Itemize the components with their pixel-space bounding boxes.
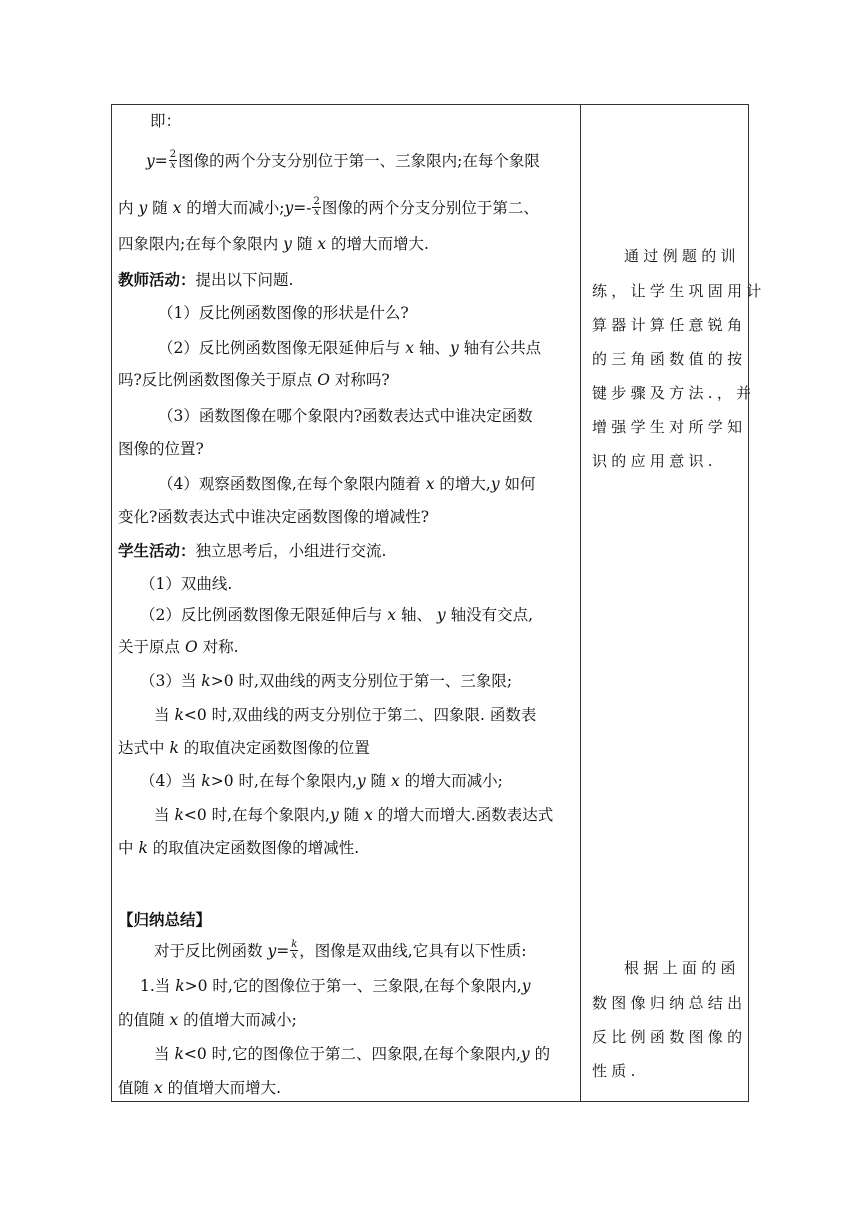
question-1: （1）反比例函数图像的形状是什么? bbox=[158, 304, 409, 322]
fraction-k-over-x: $\frac{k}{x}$ bbox=[291, 938, 298, 961]
side-note1-line: 增强学生对所学知 bbox=[592, 418, 747, 436]
intro-text: 即： bbox=[150, 112, 182, 130]
question-2-line2: 吗?反比例函数图像关于原点 O 对称吗? bbox=[118, 371, 390, 389]
side-note1-line: 通过例题的训 bbox=[624, 247, 740, 265]
side-note1-line: 算器计算任意锐角 bbox=[592, 316, 747, 334]
summary-line1: 1.当 k>0 时,它的图像位于第一、三象限,在每个象限内,y bbox=[140, 977, 531, 995]
answer-2-line1: （2）反比例函数图像无限延伸后与 x 轴、 y 轴没有交点, bbox=[140, 606, 534, 624]
answer-2-line2: 关于原点 O 对称. bbox=[118, 638, 239, 656]
summary-line0: 对于反比例函数 y= $\frac{k}{x}$ ，图像是双曲线,它具有以下性质: bbox=[154, 938, 527, 961]
answer-4-line1: （4）当 k>0 时,在每个象限内,y 随 x 的增大而减小; bbox=[140, 772, 503, 790]
side-note2-line: 反比例函数图像的 bbox=[592, 1028, 747, 1046]
answer-3-line1: （3）当 k>0 时,双曲线的两支分别位于第一、三象限; bbox=[140, 672, 513, 690]
side-note2-line: 性质. bbox=[592, 1062, 640, 1080]
sentence1-line1: y= $\frac{2}{x}$ 图像的两个分支分别位于第一、三象限内;在每个象限 bbox=[146, 148, 540, 171]
answer-4-line2: 当 k<0 时,在每个象限内,y 随 x 的增大而增大.函数表达式 bbox=[154, 806, 554, 824]
summary-line2: 的值随 x 的值增大而减小; bbox=[118, 1011, 297, 1029]
sentence1-line3: 四象限内;在每个象限内 y 随 x 的增大而增大. bbox=[118, 235, 429, 253]
question-2-line1: （2）反比例函数图像无限延伸后与 x 轴、y 轴有公共点 bbox=[158, 339, 542, 357]
question-4-line2: 变化?函数表达式中谁决定函数图像的增减性? bbox=[118, 508, 430, 526]
question-4-line1: （4）观察函数图像,在每个象限内随着 x 的增大,y 如何 bbox=[158, 475, 536, 493]
fraction-2-over-x: $\frac{2}{x}$ bbox=[169, 148, 177, 171]
question-3-line2: 图像的位置? bbox=[118, 440, 204, 458]
fraction-2-over-x-neg: $\frac{2}{x}$ bbox=[313, 195, 320, 218]
side-note2-line: 根据上面的函 bbox=[624, 959, 740, 977]
column-divider bbox=[580, 104, 581, 1102]
teacher-label: 教师活动： bbox=[118, 270, 196, 289]
student-activity: 学生活动：独立思考后，小组进行交流. bbox=[118, 541, 387, 560]
answer-3-line2: 当 k<0 时,双曲线的两支分别位于第二、四象限. 函数表 bbox=[154, 706, 537, 724]
side-note2-line: 数图像归纳总结出 bbox=[592, 994, 747, 1012]
side-note1-line: 练，让学生巩固用计 bbox=[592, 282, 766, 300]
summary-line3: 当 k<0 时,它的图像位于第二、四象限,在每个象限内,y 的 bbox=[154, 1045, 551, 1063]
side-note1-line: 的三角函数值的按 bbox=[592, 350, 747, 368]
summary-line4: 值随 x 的值增大而增大. bbox=[118, 1079, 282, 1097]
side-note1-line: 键步骤及方法.，并 bbox=[592, 384, 756, 402]
teacher-activity: 教师活动：提出以下问题. bbox=[118, 270, 294, 289]
answer-3-line3: 达式中 k 的取值决定函数图像的位置 bbox=[118, 739, 370, 757]
side-note1-line: 识的应用意识. bbox=[592, 452, 717, 470]
student-label: 学生活动： bbox=[118, 541, 196, 560]
answer-1: （1）双曲线. bbox=[140, 575, 233, 593]
summary-title: 【归纳总结】 bbox=[118, 910, 212, 929]
sentence1-line2: 内 y 随 x 的增大而减小;y=- $\frac{2}{x}$ 图像的两个分支分别位于第二、 bbox=[118, 195, 539, 218]
question-3-line1: （3）函数图像在哪个象限内?函数表达式中谁决定函数 bbox=[158, 407, 533, 425]
answer-4-line3: 中 k 的取值决定函数图像的增减性. bbox=[118, 839, 360, 857]
